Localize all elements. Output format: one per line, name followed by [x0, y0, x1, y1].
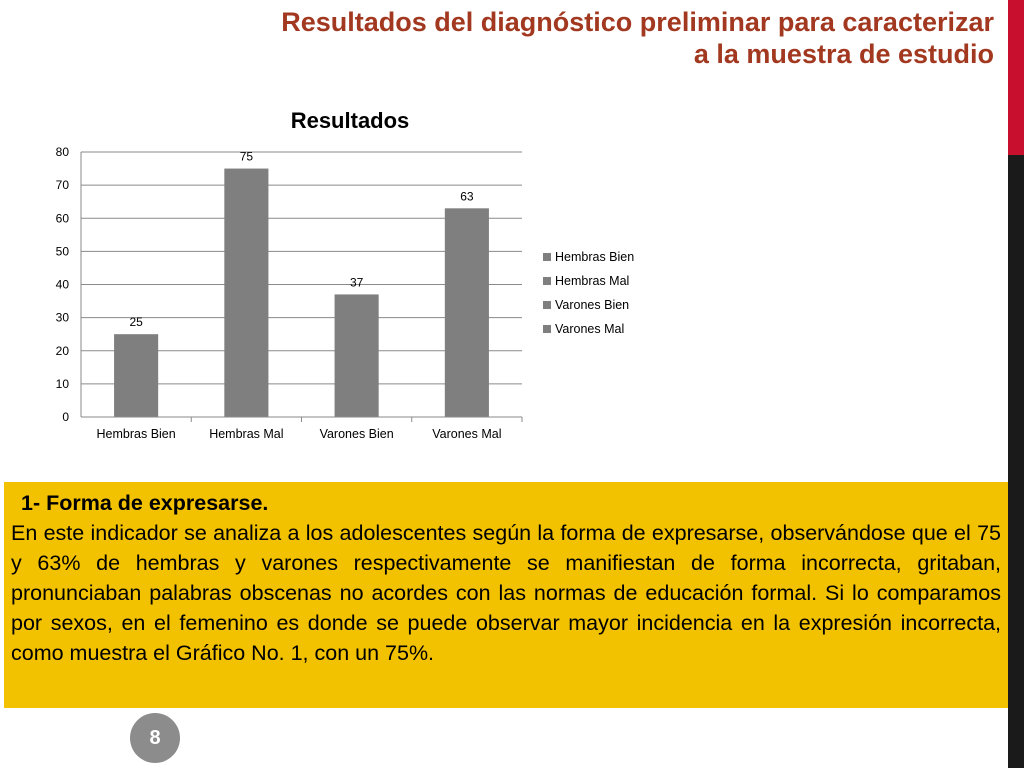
y-tick-label: 80	[55, 145, 69, 159]
indicator-heading: 1- Forma de expresarse.	[21, 491, 269, 515]
chart-title: Resultados	[290, 108, 410, 133]
y-tick-label: 30	[55, 310, 69, 325]
y-tick-label: 20	[55, 343, 69, 358]
y-tick-label: 10	[55, 376, 69, 391]
y-tick-label: 0	[62, 410, 69, 424]
legend-swatch	[543, 253, 551, 261]
slide-title-line1: Resultados del diagnóstico preliminar para caracterizar	[281, 7, 994, 37]
x-tick-label: Hembras Bien	[96, 427, 176, 441]
bar-3	[335, 294, 379, 417]
data-label: 63	[460, 189, 474, 204]
legend-swatch	[543, 301, 551, 309]
indicator-paragraph: En este indicador se analiza a los adolescentes según la forma de expresarse, observándose que el 75 y 63% de hembras y varones respectivamente se manifiestan de forma incorrecta, gritaban, pronunciaban palabras obscenas no acordes con las normas de educación formal. Si lo comparamos por sexos, en el femenino es donde se puede observar mayor incidencia en la expresión incorrecta, como muestra el Gráfico No. 1, con un 75%.	[11, 521, 1001, 665]
legend-entry: Hembras Mal	[555, 274, 630, 288]
data-label: 25	[129, 315, 143, 330]
y-tick-label: 40	[55, 277, 69, 292]
y-tick-label: 60	[55, 211, 69, 226]
data-label: 37	[349, 275, 364, 290]
legend-swatch	[543, 277, 551, 285]
x-tick-label: Varones Bien	[319, 427, 394, 441]
y-tick-label: 50	[55, 244, 69, 259]
legend-entry: Hembras Bien	[555, 250, 635, 264]
x-tick-label: Varones Mal	[432, 427, 502, 441]
legend-swatch	[543, 325, 551, 333]
bar-chart	[0, 95, 700, 455]
side-stripe-red	[1008, 0, 1024, 155]
x-tick-label: Hembras Mal	[209, 427, 284, 441]
page-number: 8	[149, 726, 161, 749]
side-stripe-black	[1008, 155, 1024, 768]
legend-entry: Varones Bien	[555, 298, 630, 312]
bar-4	[445, 208, 489, 417]
slide-title-line2: a la muestra de estudio	[693, 39, 994, 69]
bar-1	[114, 334, 158, 417]
page-number-badge	[130, 713, 180, 763]
bar-2	[224, 169, 268, 417]
slide-title	[174, 6, 994, 70]
explanation-box	[4, 482, 1008, 708]
legend-entry: Varones Mal	[555, 322, 625, 336]
y-tick-label: 70	[55, 178, 69, 193]
data-label: 75	[239, 149, 254, 164]
